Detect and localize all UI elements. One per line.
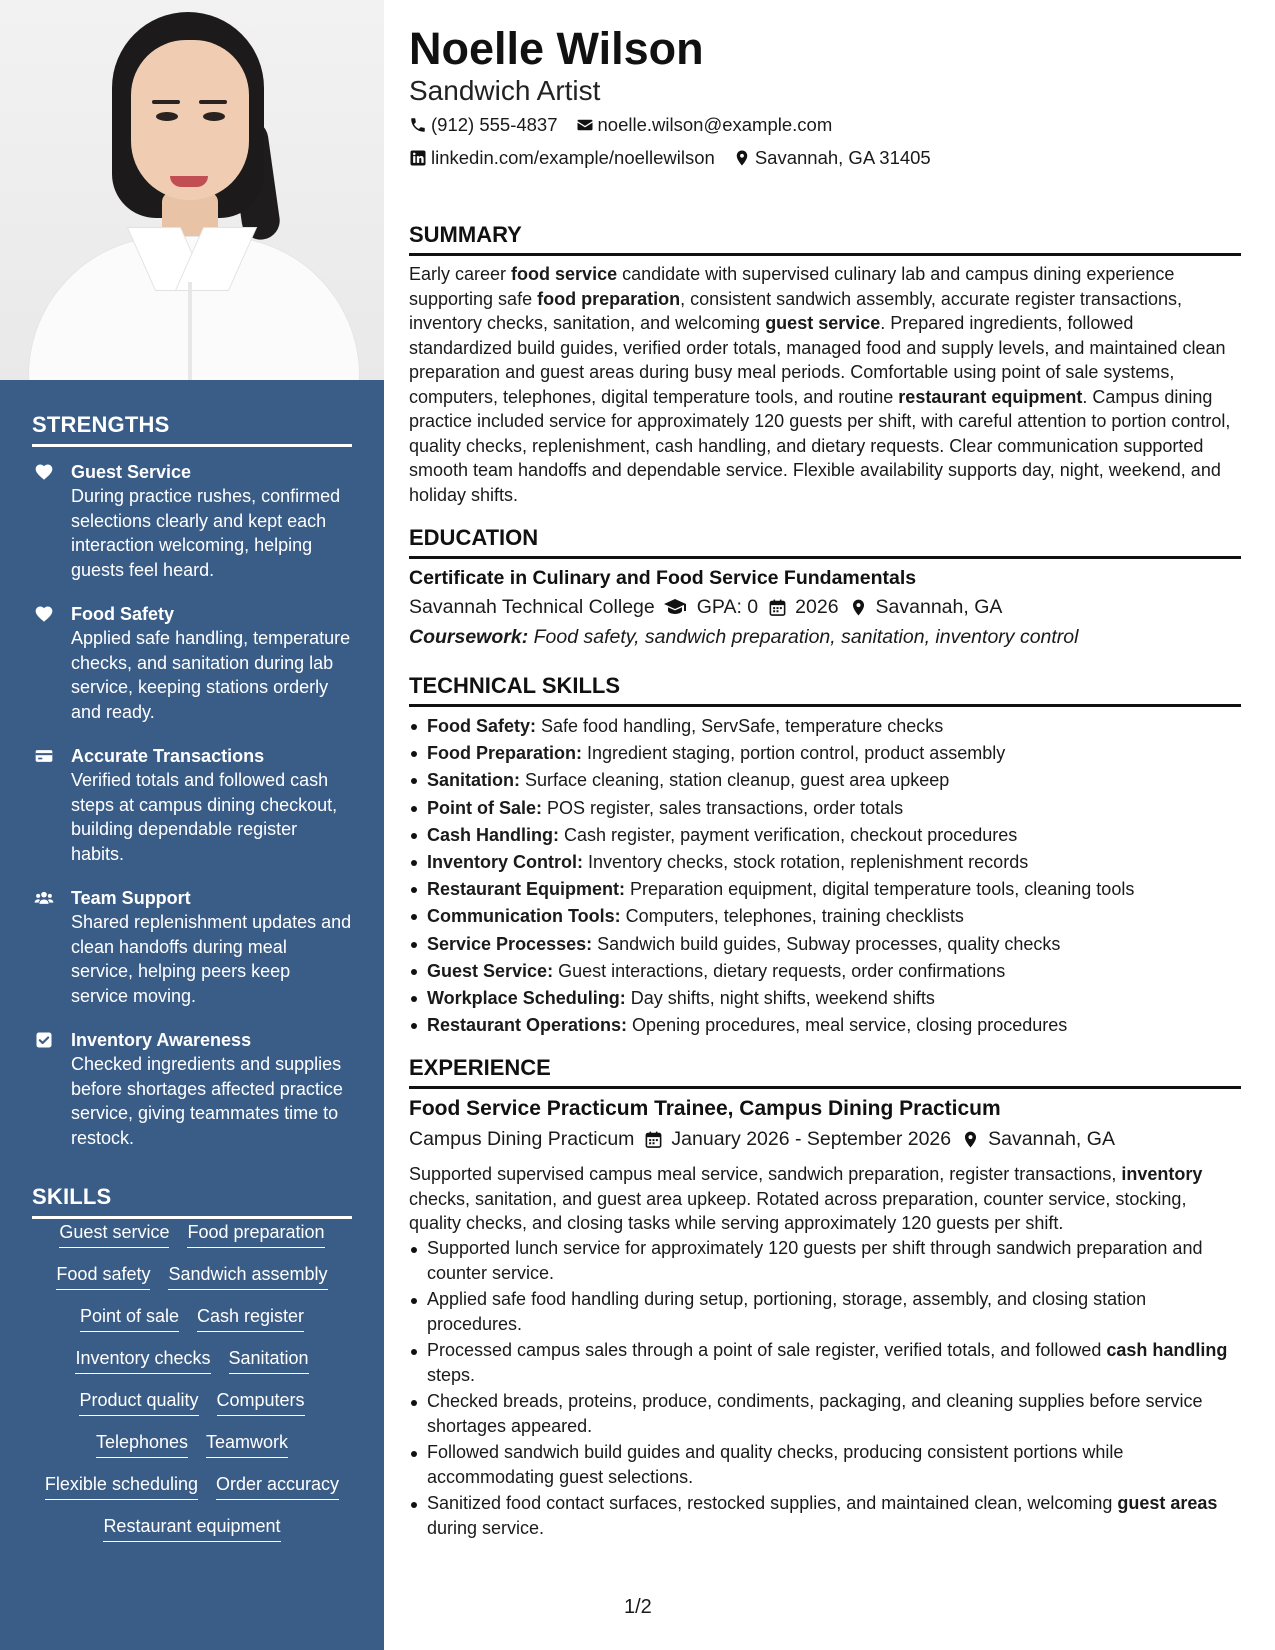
skill-tag: Guest service — [59, 1220, 169, 1248]
candidate-name: Noelle Wilson — [409, 23, 704, 74]
skill-category: Restaurant Operations: — [427, 1015, 628, 1036]
graduation-year — [768, 593, 838, 621]
strength-description: Checked ingredients and supplies before shortages affected practice service, giving teammates time to restock. — [71, 1054, 343, 1148]
skill-category: Inventory Control: — [427, 851, 583, 872]
skill-values: Day shifts, night shifts, weekend shifts — [625, 987, 935, 1008]
envelope-icon — [576, 116, 594, 134]
strength-item — [32, 1028, 352, 1150]
summary-keyword: food service — [511, 264, 618, 284]
summary-text-part: , consistent sandwich assembly, accurate register transactions, inventory checks, sanitation, and welcoming — [409, 288, 1182, 333]
map-pin-icon — [961, 1130, 980, 1149]
skill-tag: Product quality — [79, 1388, 198, 1416]
summary-text — [409, 262, 1241, 507]
strengths-list — [32, 460, 352, 1170]
skill-values: Opening procedures, meal service, closing procedures — [627, 1015, 1068, 1036]
strength-title: Team Support — [71, 888, 191, 908]
list-item — [409, 876, 1241, 903]
bullet-text: during service. — [427, 1517, 545, 1538]
strength-title: Inventory Awareness — [71, 1030, 252, 1050]
phone-contact[interactable] — [409, 112, 558, 138]
summary-text-part: Early career — [409, 264, 512, 284]
bullet-text: Processed campus sales through a point of sale register, verified totals, and followed — [427, 1340, 1107, 1360]
phone-icon — [409, 116, 427, 134]
strength-description: Shared replenishment updates and clean handoffs during meal service, helping peers keep service moving. — [71, 912, 352, 1006]
education-location — [849, 593, 1003, 621]
bullet-text: Checked breads, proteins, produce, condiments, packaging, and cleaning supplies before service shortages appeared. — [427, 1391, 1203, 1436]
strength-description: Applied safe handling, temperature checks, and sanitation during lab service, keeping stations orderly and ready. — [71, 628, 351, 722]
summary-text-part: candidate with supervised culinary lab and campus dining experience supporting safe — [409, 264, 1175, 309]
summary-heading: SUMMARY — [409, 221, 1241, 256]
skill-values: Sandwich build guides, Subway processes, quality checks — [592, 933, 1061, 954]
skills-heading: SKILLS — [32, 1184, 352, 1219]
coursework-label: Coursework: — [409, 626, 529, 648]
skill-category: Cash Handling: — [427, 824, 560, 845]
list-item — [409, 958, 1241, 985]
company-text: Campus Dining Practicum — [409, 1128, 635, 1150]
location-contact — [733, 145, 931, 171]
list-item — [409, 1389, 1241, 1438]
summary-text-part: . Campus dining practice included service for approximately 120 guests per shift, with careful attention to portion control, quality checks, replenishment, cash handling, and dietary requests. Clear communication supported smooth team handoffs and dependable service. Flexible availability supports day, night, weekend, and holiday shifts. — [409, 386, 1231, 505]
strength-description: During practice rushes, confirmed selections clearly and kept each interaction welcoming, helping guests feel heard. — [71, 486, 341, 580]
bullet-text: Applied safe food handling during setup, portioning, storage, assembly, and closing station procedures. — [427, 1289, 1147, 1334]
list-item — [409, 1491, 1241, 1540]
calendar-icon — [768, 598, 787, 617]
strengths-heading: STRENGTHS — [32, 412, 352, 447]
experience-location-text: Savannah, GA — [988, 1128, 1115, 1150]
bullet-text: Sanitized food contact surfaces, restocked supplies, and maintained clean, welcoming — [427, 1493, 1118, 1513]
company-name — [409, 1125, 634, 1153]
strength-item — [32, 602, 352, 724]
degree-title: Certificate in Culinary and Food Service Fundamentals — [409, 567, 917, 589]
email-text: noelle.wilson@example.com — [597, 114, 833, 135]
skill-tag: Cash register — [197, 1304, 304, 1332]
strength-description: Verified totals and followed cash steps at campus dining checkout, building dependable register habits. — [71, 770, 338, 864]
email-contact[interactable] — [576, 112, 833, 138]
list-item — [409, 1012, 1241, 1039]
coursework-text: Food safety, sandwich preparation, sanitation, inventory control — [528, 626, 1079, 648]
skill-tag: Telephones — [96, 1430, 188, 1458]
skill-category: Food Preparation: — [427, 743, 583, 764]
linkedin-text: linkedin.com/example/noellewilson — [431, 147, 715, 168]
heart-icon — [34, 462, 54, 482]
education-meta — [409, 593, 1002, 621]
skill-tag: Order accuracy — [216, 1472, 339, 1500]
skill-tag: Food safety — [56, 1262, 150, 1290]
linkedin-contact[interactable] — [409, 145, 715, 171]
list-item — [409, 931, 1241, 958]
contact-row-2 — [409, 145, 931, 171]
experience-heading: EXPERIENCE — [409, 1054, 1241, 1089]
skill-values: Guest interactions, dietary requests, order confirmations — [553, 960, 1006, 981]
skill-tag: Flexible scheduling — [45, 1472, 198, 1500]
contact-row-1 — [409, 112, 832, 138]
phone-text: (912) 555-4837 — [431, 114, 558, 135]
location-text: Savannah, GA 31405 — [754, 147, 931, 168]
linkedin-icon — [409, 149, 427, 167]
skill-values: Surface cleaning, station cleanup, guest area upkeep — [520, 770, 950, 791]
experience-bullets — [409, 1236, 1241, 1542]
bullet-text: steps. — [427, 1364, 476, 1385]
bullet-text: Followed sandwich build guides and quality checks, producing consistent portions while accommodating guest selections. — [427, 1442, 1124, 1487]
skill-tag: Computers — [217, 1388, 305, 1416]
skill-tag: Restaurant equipment — [103, 1514, 280, 1542]
list-item — [409, 713, 1241, 740]
list-item — [409, 903, 1241, 930]
skill-category: Restaurant Equipment: — [427, 879, 626, 900]
experience-meta — [409, 1125, 1115, 1153]
list-item — [409, 822, 1241, 849]
list-item — [409, 740, 1241, 767]
experience-location — [961, 1125, 1115, 1153]
skill-category: Sanitation: — [427, 770, 520, 791]
skill-values: Preparation equipment, digital temperature tools, cleaning tools — [625, 879, 1135, 900]
year-text: 2026 — [795, 596, 839, 618]
bullet-keyword: cash handling — [1106, 1340, 1228, 1360]
technical-skills-list — [409, 713, 1241, 1039]
summary-keyword: food preparation — [537, 288, 681, 309]
bullet-keyword: guest areas — [1117, 1493, 1218, 1513]
skill-tag: Teamwork — [206, 1430, 288, 1458]
skill-tag: Inventory checks — [75, 1346, 210, 1374]
candidate-title: Sandwich Artist — [409, 75, 601, 106]
map-pin-icon — [849, 598, 868, 617]
gpa-text: GPA: 0 — [696, 596, 759, 618]
education-heading: EDUCATION — [409, 524, 1241, 559]
school-name — [409, 593, 687, 621]
technical-skills-heading: TECHNICAL SKILLS — [409, 672, 1241, 707]
list-item — [409, 795, 1241, 822]
strength-item — [32, 744, 352, 866]
description-keyword: inventory — [1121, 1164, 1203, 1184]
heart-icon — [34, 604, 54, 624]
coursework — [409, 623, 1078, 651]
strength-item — [32, 886, 352, 1008]
skill-values: Computers, telephones, training checklists — [620, 906, 964, 927]
skill-values: Ingredient staging, portion control, product assembly — [582, 743, 1006, 764]
skill-tag: Sanitation — [229, 1346, 309, 1374]
skill-category: Food Safety: — [427, 716, 537, 736]
list-item — [409, 1338, 1241, 1387]
skill-category: Workplace Scheduling: — [427, 987, 626, 1008]
skill-values: Cash register, payment verification, checkout procedures — [559, 824, 1018, 845]
checkbox-icon — [34, 1030, 54, 1050]
dates-text: January 2026 - September 2026 — [671, 1128, 952, 1150]
list-item — [409, 1236, 1241, 1285]
list-item — [409, 1440, 1241, 1489]
strength-title: Guest Service — [71, 462, 192, 482]
skill-category: Guest Service: — [427, 960, 554, 981]
job-description — [409, 1162, 1241, 1236]
strength-title: Accurate Transactions — [71, 746, 265, 766]
list-item — [409, 985, 1241, 1012]
calendar-icon — [644, 1130, 663, 1149]
skill-category: Communication Tools: — [427, 906, 621, 927]
school-text: Savannah Technical College — [409, 596, 655, 618]
list-item — [409, 849, 1241, 876]
description-part: checks, sanitation, and guest area upkeep. Rotated across preparation, counter service, stocking, quality checks, and closing tasks while serving approximately 120 guests per shift. — [409, 1188, 1187, 1233]
credit-card-icon — [34, 746, 54, 766]
page-number: 1/2 — [624, 1596, 652, 1618]
list-item — [409, 1287, 1241, 1336]
job-title: Food Service Practicum Trainee, Campus Dining Practicum — [409, 1097, 1001, 1120]
list-item — [409, 767, 1241, 794]
skill-tag: Point of sale — [80, 1304, 179, 1332]
skill-category: Point of Sale: — [427, 797, 543, 818]
map-pin-icon — [733, 149, 751, 167]
strength-item — [32, 460, 352, 582]
skill-values: Safe food handling, ServSafe, temperature checks — [536, 716, 944, 736]
strength-title: Food Safety — [71, 604, 175, 624]
skill-values: POS register, sales transactions, order totals — [542, 797, 904, 818]
skills-list — [32, 1220, 352, 1542]
profile-photo — [0, 0, 384, 380]
users-icon — [34, 888, 54, 908]
bullet-text: Supported lunch service for approximately 120 guests per shift through sandwich preparation and counter service. — [427, 1238, 1203, 1283]
education-location-text: Savannah, GA — [875, 596, 1003, 618]
summary-keyword: restaurant equipment — [898, 386, 1083, 407]
skill-values: Inventory checks, stock rotation, replenishment records — [583, 851, 1029, 872]
skill-tag: Sandwich assembly — [168, 1262, 327, 1290]
summary-text-part: . Prepared ingredients, followed standardized build guides, verified order totals, managed food and supply levels, and maintained clean preparation and guest areas during busy meal periods. Comfortable using point of sale systems, computers, telephones, digital temperature tools, and routine — [409, 313, 1226, 407]
employment-dates — [644, 1125, 951, 1153]
summary-keyword: guest service — [765, 313, 881, 333]
skill-tag: Food preparation — [187, 1220, 324, 1248]
gpa — [697, 593, 758, 621]
skill-category: Service Processes: — [427, 933, 593, 954]
description-part: Supported supervised campus meal service, sandwich preparation, register transactions, — [409, 1164, 1122, 1184]
graduation-cap-icon — [663, 595, 687, 619]
